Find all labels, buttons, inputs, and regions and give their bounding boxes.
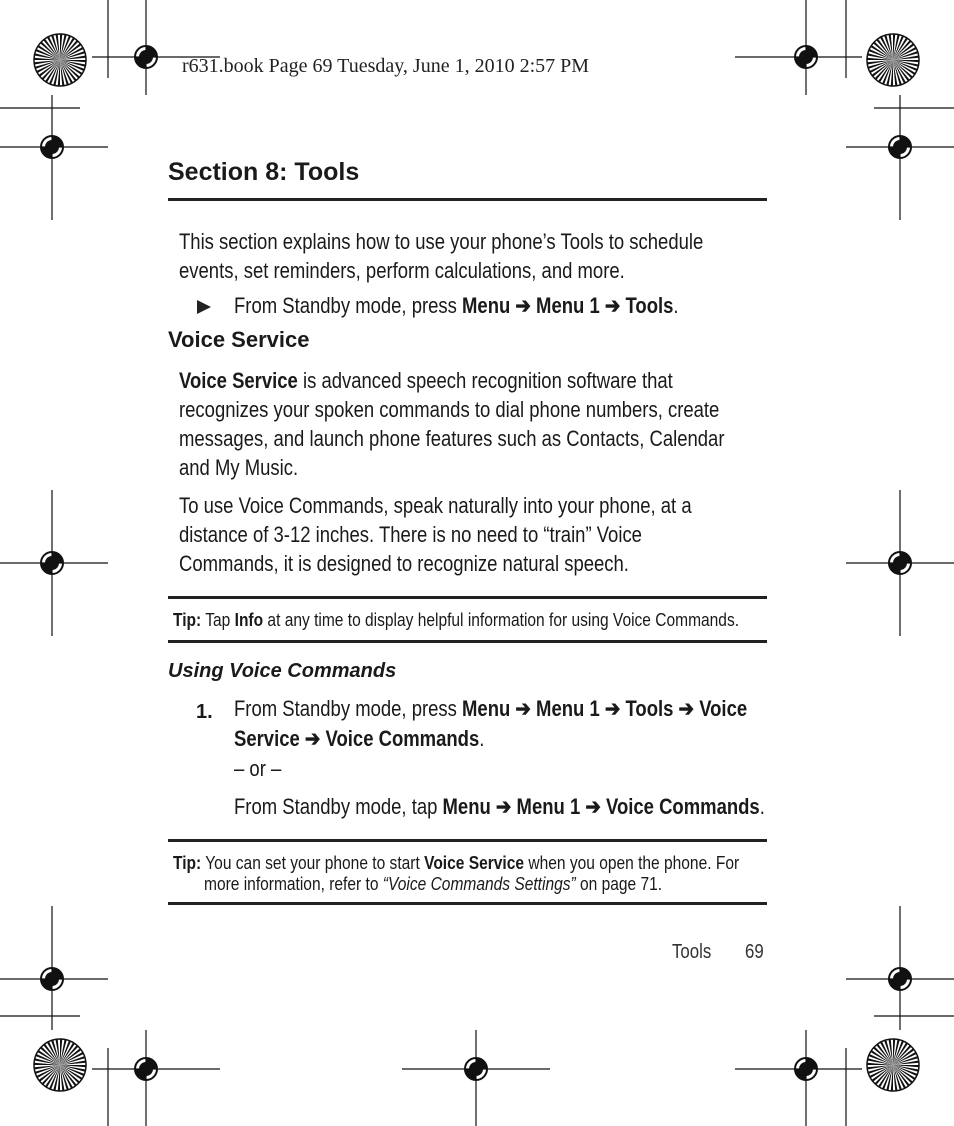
tip-2-bottom-rule: [168, 902, 767, 905]
step-number: 1.: [196, 701, 213, 723]
voice-service-p2-line-3: Commands, it is designed to recognize natural speech.: [179, 551, 629, 576]
voice-service-p1-line-4: and My Music.: [179, 455, 299, 480]
voice-service-p2-line-2: distance of 3-12 inches. There is no need to “train” Voice: [179, 522, 642, 547]
or-separator: – or –: [234, 756, 282, 781]
tip-2-top-rule: [168, 839, 767, 842]
voice-service-p2-line-1: To use Voice Commands, speak naturally into your phone, at a: [179, 493, 692, 518]
step-1-alternative: From Standby mode, tap Menu ➔ Menu 1 ➔ Voice Commands.: [234, 794, 765, 819]
voice-service-p1-line-2: recognizes your spoken commands to dial phone numbers, create: [179, 397, 720, 422]
tip-2-line-1: Tip: You can set your phone to start Voice Service when you open the phone. For: [173, 852, 740, 873]
right-triangle-bullet-icon: [196, 299, 212, 320]
menu-key: Menu: [462, 293, 511, 318]
voice-service-p1-line-1: Voice Service is advanced speech recognition software that: [179, 368, 673, 393]
tip-1-bottom-rule: [168, 640, 767, 643]
book-header: r631.book Page 69 Tuesday, June 1, 2010 2:57 PM: [182, 55, 590, 77]
intro-line-1: This section explains how to use your phone’s Tools to schedule: [179, 229, 704, 254]
menu-1: Menu 1: [536, 293, 600, 318]
section-title: Section 8: Tools: [168, 158, 360, 186]
starburst-target-icon: [34, 34, 86, 86]
tip-2-line-2: more information, refer to “Voice Commands Settings” on page 71.: [204, 873, 663, 894]
tip-1: Tip: Tap Info at any time to display helpful information for using Voice Commands.: [173, 609, 740, 630]
starburst-target-icon: [867, 1039, 919, 1091]
starburst-target-icon: [34, 1039, 86, 1091]
using-voice-commands-heading: Using Voice Commands: [168, 660, 397, 682]
intro-bullet: From Standby mode, press Menu ➔ Menu 1 ➔ Tools.: [234, 293, 679, 318]
intro-line-2: events, set reminders, perform calculations, and more.: [179, 258, 625, 283]
page-number: 69: [745, 941, 764, 963]
tip-1-top-rule: [168, 596, 767, 599]
starburst-target-icon: [867, 34, 919, 86]
title-rule: [168, 198, 767, 201]
voice-service-heading: Voice Service: [168, 327, 310, 352]
step-1-line-2: Service ➔ Voice Commands.: [234, 726, 485, 751]
step-1-line-1: From Standby mode, press Menu ➔ Menu 1 ➔ Tools ➔ Voice: [234, 696, 748, 721]
tip-label: Tip:: [173, 609, 202, 630]
voice-service-p1-line-3: messages, and launch phone features such as Contacts, Calendar: [179, 426, 725, 451]
footer-section-label: Tools: [672, 941, 712, 963]
tools-item: Tools: [625, 293, 674, 318]
